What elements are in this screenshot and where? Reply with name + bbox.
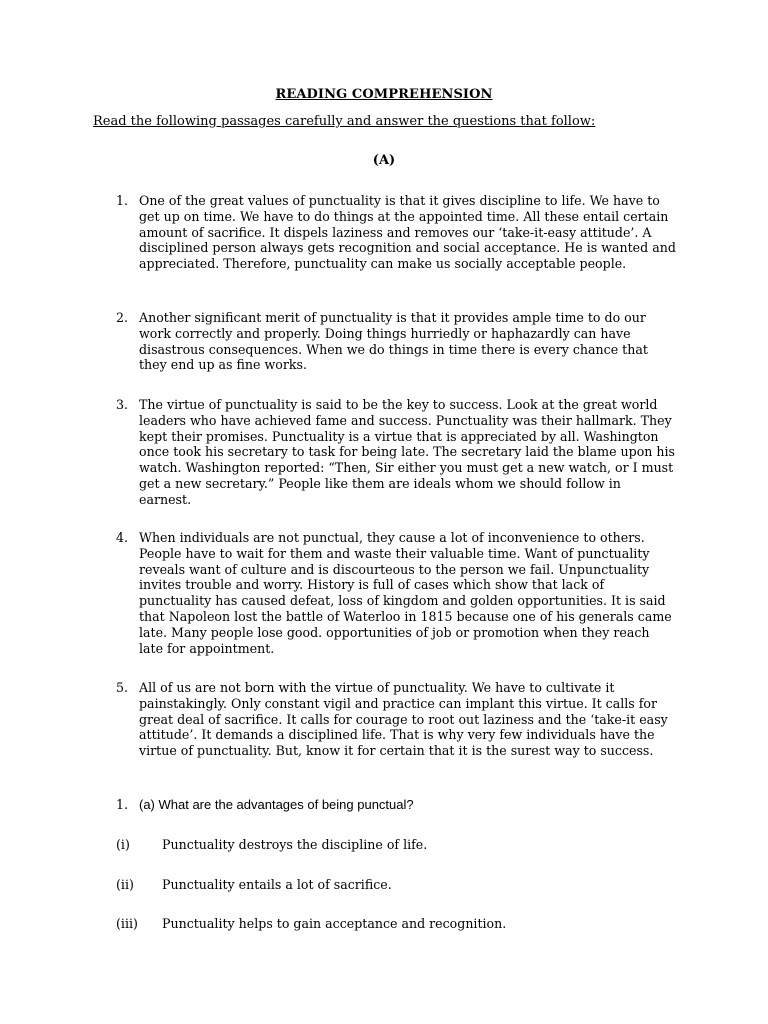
question-number: 1. <box>116 797 129 812</box>
answer-option-iii <box>116 916 676 931</box>
paragraph-number: 4. <box>116 530 129 545</box>
paragraph-text: When individuals are not punctual, they cause a lot of inconvenience to others. People have to wait for them and waste their valuable time. Want of punctuality reveals want of culture and is discourteous to the person we fail. Unpunctuality invites trouble and worry. History is full of cases which show that lack of punctuality has caused defeat, loss of kingdom and golden opportunities. It is said that Napoleon lost the battle of Waterloo in 1815 because one of his generals came late. Many people lose good. opportunities of job or promotion when they reach late for appointment. <box>139 530 672 656</box>
paragraph-text: Another significant merit of punctuality is that it provides ample time to do our work correctly and properly. Doing things hurriedly or haphazardly can have disastrous consequences. When we do things in time there is every chance that they end up as fine works. <box>139 310 648 373</box>
answer-option-ii <box>116 877 676 892</box>
option-text: Punctuality destroys the discipline of life. <box>162 837 428 852</box>
answer-option-i <box>116 837 676 852</box>
question-1 <box>116 797 414 812</box>
option-text: Punctuality entails a lot of sacrifice. <box>162 877 392 892</box>
passage-paragraph-1 <box>116 193 676 272</box>
instruction-text: Read the following passages carefully and answer the questions that follow: <box>93 114 596 129</box>
section-label: (A) <box>372 153 396 168</box>
paragraph-number: 2. <box>116 310 129 325</box>
passage-paragraph-2 <box>116 310 676 373</box>
paragraph-number: 1. <box>116 193 129 208</box>
paragraph-text: One of the great values of punctuality is that it gives discipline to life. We have to get up on time. We have to do things at the appointed time. All these entail certain amount of sacrifice. It dispels laziness and removes our ‘take-it-easy attitude’. A disciplined person always gets recognition and social acceptance. He is wanted and appreciated. Therefore, punctuality can make us socially acceptable people. <box>139 193 676 272</box>
paragraph-number: 3. <box>116 397 129 412</box>
option-number: (iii) <box>116 916 138 931</box>
question-text: (a) What are the advantages of being punctual? <box>139 797 414 812</box>
passage-paragraph-4 <box>116 530 676 656</box>
option-number: (ii) <box>116 877 134 892</box>
paragraph-text: All of us are not born with the virtue of punctuality. We have to cultivate it painstakingly. Only constant vigil and practice can implant this virtue. It calls for great deal of sacrifice. It calls for courage to root out laziness and the ‘take-it easy attitude’. It demands a disciplined life. That is why very few individuals have the virtue of punctuality. But, know it for certain that it is the surest way to success. <box>139 680 668 759</box>
page-title: READING COMPREHENSION <box>275 87 493 102</box>
paragraph-number: 5. <box>116 680 129 695</box>
passage-paragraph-3 <box>116 397 676 508</box>
option-text: Punctuality helps to gain acceptance and recognition. <box>162 916 507 931</box>
paragraph-text: The virtue of punctuality is said to be the key to success. Look at the great world leaders who have achieved fame and success. Punctuality was their hallmark. They kept their promises. Punctuality is a virtue that is appreciated by all. Washington once took his secretary to task for being late. The secretary laid the blame upon his watch. Washington reported: “Then, Sir either you must get a new watch, or I must get a new secretary.” People like them are ideals whom we should follow in earnest. <box>139 397 676 507</box>
passage-paragraph-5 <box>116 680 676 759</box>
option-number: (i) <box>116 837 130 852</box>
